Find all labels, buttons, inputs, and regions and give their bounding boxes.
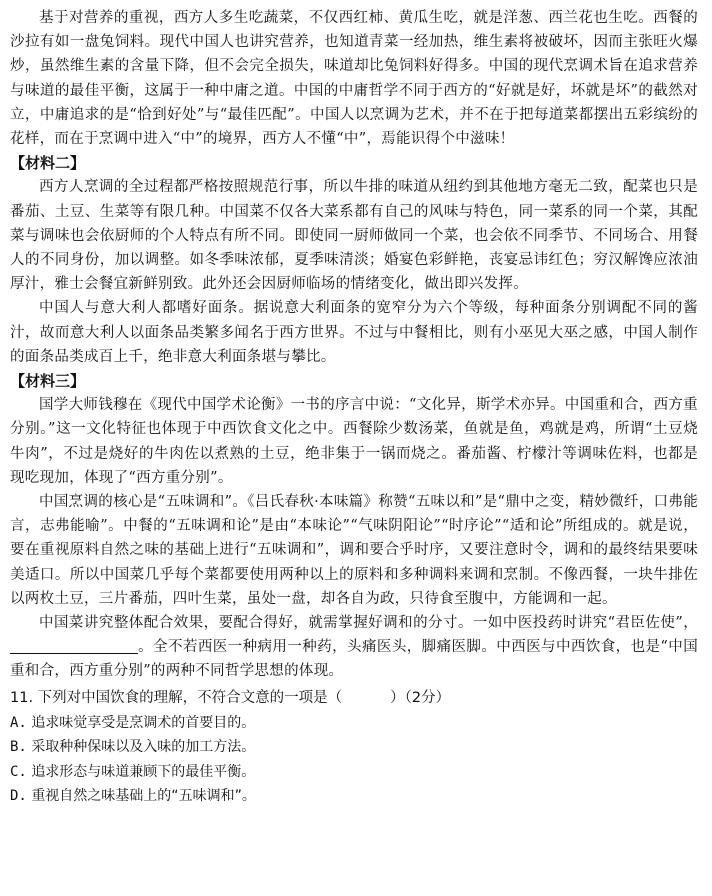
material3-paragraph-1: 国学大师钱穆在《现代中国学术论衡》一书的序言中说：“文化异，斯学术亦异。中国重和合，西方重分别。”这一文化特征也体现于中西饮食文化之中。西餐除少数汤菜，鱼就是鱼，鸡就是鸡，所谓“土豆烧牛肉”，不过是烧好的牛肉佐以煮熟的土豆，绝非集于一锅而烧之。番茄酱、柠檬汁等调味佐料，也都是现吃现加，体现了“西方重分别”。 (10, 397, 698, 486)
question-11-stem (10, 686, 698, 711)
option-letter: C. (10, 763, 27, 780)
option-text: 追求味觉享受是烹调术的首要目的。 (31, 714, 256, 731)
option-d (10, 784, 698, 809)
option-text: 追求形态与味道兼顾下的最佳平衡。 (31, 763, 256, 780)
fill-in-blank (10, 639, 138, 655)
material3-paragraph-3 (10, 611, 698, 684)
material1-paragraph: 基于对营养的重视，西方人多生吃蔬菜，不仅西红柿、黄瓜生吃，就是洋葱、西兰花也生吃。西餐的沙拉有如一盘兔饲料。现代中国人也讲究营养，也知道青菜一经加热，维生素将被破坏，因而主张旺火爆炒，虽然维生素的含量下降，但不会完全损失，味道却比兔饲料好得多。中国的现代烹调术旨在追求营养与味道的最佳平衡，这属于一种中庸之道。中国的中庸哲学不同于西方的“好就是好，坏就是坏”的截然对立，中庸追求的是“恰到好处”与“最佳匹配”。中国人以烹调为艺术，并不在于把每道菜都摆出五彩缤纷的花样，而在于烹调中进入“中”的境界，西方人不懂“中”，焉能识得个中滋味！ (10, 10, 698, 148)
material2-paragraph-1: 西方人烹调的全过程都严格按照规范行事，所以牛排的味道从纽约到其他地方毫无二致，配菜也只是番茄、土豆、生菜等有限几种。中国菜不仅各大菜系都有自己的风味与特色，同一菜系的同一个菜，其配菜与调味也会依厨师的个人特点有所不同。即使同一厨师做同一个菜，也会依不同季节、不同场合、用餐人的不同身份，加以调整。如冬季味浓郁，夏季味清淡；婚宴色彩鲜艳，丧宴忌讳红色；穷汉解馋应浓油厚汁，雅士会餐宜新鲜别致。此外还会因厨师临场的情绪变化，做出即兴发挥。 (10, 179, 698, 293)
material3-paragraph-3-text-before: 中国菜讲究整体配合效果，要配合得好，就需掌握好调和的分寸。一如中医投药时讲究“君臣佐使”， (39, 615, 698, 632)
material2-paragraph-2: 中国人与意大利人都嗜好面条。据说意大利面条的宽窄分为六个等级，每种面条分别调配不同的酱汁，故而意大利人以面条品类繁多闻名于西方世界。不过与中餐相比，则有小巫见大巫之感，中国人制作的面条品类成百上千，绝非意大利面条堪与攀比。 (10, 300, 698, 365)
option-letter: B. (10, 739, 27, 756)
option-letter: A. (10, 714, 27, 731)
option-a (10, 711, 698, 736)
option-text: 重视自然之味基础上的“五味调和”。 (31, 788, 256, 805)
option-c (10, 760, 698, 785)
material2-heading: 【材料二】 (10, 154, 86, 173)
question-score: ）（2分） (390, 689, 451, 706)
option-text: 采取种种保味以及入味的加工方法。 (31, 739, 256, 756)
option-b (10, 735, 698, 760)
question-stem-text: 11. 下列对中国饮食的理解，不符合文意的一项是（ (10, 689, 343, 706)
option-letter: D. (10, 788, 27, 805)
material3-heading: 【材料三】 (10, 372, 86, 391)
material3-paragraph-3-text-after: 。全不若西医一种病用一种药，头痛医头，脚痛医脚。中西医与中西饮食，也是“中国重和合，西方重分别”的两种不同哲学思想的体现。 (10, 639, 698, 680)
material3-paragraph-2: 中国烹调的核心是“五味调和”。《吕氏春秋·本味篇》称赞“五味以和”是“鼎中之变，精妙微纤，口弗能言，志弗能喻”。中餐的“五味调和论”是由“本味论”“气味阴阳论”“时序论”“适和论”所组成的。就是说，要在重视原料自然之味的基础上进行“五味调和”，调和要合乎时序，又要注意时令，调和的最终结果要味美适口。所以中国菜几乎每个菜都要使用两种以上的原料和多种调料来调和烹制。不像西餐，一块牛排佐以两枚土豆，三片番茄，四叶生菜，虽处一盘，却各自为政，只待食至腹中，方能调和一起。 (10, 494, 698, 607)
